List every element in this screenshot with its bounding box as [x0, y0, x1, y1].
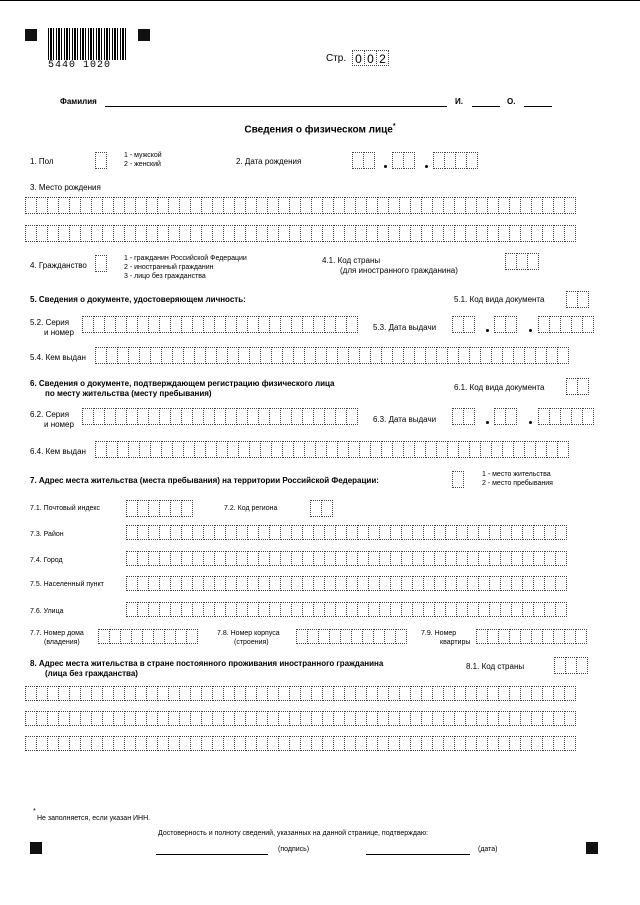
zip-label: 7.1. Почтовый индекс [30, 505, 101, 512]
foreign-address-row-1[interactable] [25, 686, 575, 703]
country-code-label: 4.1. Код страны [322, 256, 381, 265]
region-label: 7.2. Код региона [224, 505, 278, 512]
building-label-2: (строения) [234, 639, 269, 646]
id-series-number-field[interactable] [82, 316, 357, 333]
citizenship-label: 4. Гражданство [30, 261, 87, 270]
id-issue-month-field[interactable] [494, 316, 516, 333]
birth-year-field[interactable] [433, 152, 477, 169]
id-issued-by-label: 5.4. Кем выдан [30, 353, 86, 362]
birth-month-field[interactable] [392, 152, 414, 169]
reg-number-label: и номер [44, 420, 74, 429]
gender-option-male: 1 - мужской [124, 152, 162, 159]
corner-marker-top-left [25, 29, 37, 41]
reg-issue-day-field[interactable] [452, 408, 474, 425]
citizenship-field[interactable] [95, 255, 106, 272]
birth-place-label: 3. Место рождения [30, 183, 101, 192]
barcode [48, 28, 126, 60]
flat-field[interactable] [476, 629, 586, 646]
date-separator [486, 421, 489, 424]
initial-i-field[interactable] [472, 106, 500, 107]
reg-doc-kind-label: 6.1. Код вида документа [454, 383, 545, 392]
citizenship-option-3: 3 - лицо без гражданства [124, 273, 206, 280]
id-issue-day-field[interactable] [452, 316, 474, 333]
flat-label-2: квартиры [440, 639, 471, 646]
corner-marker-bottom-left [30, 842, 42, 854]
foreign-country-code-label: 8.1. Код страны [466, 662, 525, 671]
reg-issued-by-label: 6.4. Кем выдан [30, 447, 86, 456]
zip-field[interactable] [126, 500, 192, 517]
id-issue-date-label: 5.3. Дата выдачи [373, 323, 437, 332]
street-field[interactable] [126, 602, 566, 619]
address-type-option-2: 2 - место пребывания [482, 480, 553, 487]
reg-series-number-field[interactable] [82, 408, 357, 425]
page-number: 0 0 2 [352, 50, 388, 67]
settlement-label: 7.5. Населенный пункт [30, 581, 104, 588]
gender-label: 1. Пол [30, 157, 54, 166]
corner-marker-bottom-right [586, 842, 598, 854]
foreign-address-row-3[interactable] [25, 736, 575, 753]
birth-place-row-1[interactable] [25, 197, 575, 214]
id-issued-by-field[interactable] [95, 347, 568, 364]
citizenship-option-1: 1 - гражданин Российской Федерации [124, 255, 247, 262]
citizenship-option-2: 2 - иностранный гражданин [124, 264, 214, 271]
gender-option-female: 2 - женский [124, 161, 161, 168]
date-separator [529, 421, 532, 424]
street-label: 7.6. Улица [30, 608, 64, 615]
reg-series-label: 6.2. Серия [30, 410, 70, 419]
district-label: 7.3. Район [30, 531, 64, 538]
reg-issued-by-field[interactable] [95, 441, 568, 458]
initial-i-label: И. [455, 97, 463, 106]
foreign-country-code-field[interactable] [554, 657, 587, 674]
initial-o-label: О. [507, 97, 516, 106]
address-type-option-1: 1 - место жительства [482, 471, 551, 478]
gender-field[interactable] [95, 152, 106, 169]
reg-issue-month-field[interactable] [494, 408, 516, 425]
country-code-field[interactable] [505, 253, 538, 270]
city-field[interactable] [126, 551, 566, 568]
confirmation-text: Достоверность и полноту сведений, указанных на данной странице, подтверждаю: [158, 830, 429, 837]
reg-doc-kind-field[interactable] [566, 378, 588, 395]
address-heading: 7. Адрес места жительства (места пребывания) на территории Российской Федерации: [30, 476, 379, 485]
date-separator [384, 165, 387, 168]
date-separator [529, 329, 532, 332]
date-separator [425, 165, 428, 168]
birth-day-field[interactable] [352, 152, 374, 169]
date-separator [486, 329, 489, 332]
corner-marker-top-center [138, 29, 150, 41]
footnote-text: Не заполняется, если указан ИНН. [37, 815, 151, 822]
id-series-label: 5.2. Серия [30, 318, 70, 327]
city-label: 7.4. Город [30, 557, 63, 564]
house-label: 7.7. Номер дома [30, 630, 84, 637]
reg-document-heading-2: по месту жительства (месту пребывания) [45, 389, 212, 398]
district-field[interactable] [126, 525, 566, 542]
building-field[interactable] [296, 629, 406, 646]
surname-field[interactable] [105, 106, 447, 107]
date-field[interactable] [366, 854, 470, 855]
barcode-number: 5440 1020 [48, 60, 112, 71]
address-type-field[interactable] [452, 471, 463, 488]
foreign-address-heading: 8. Адрес места жительства в стране постоянного проживания иностранного гражданина [30, 659, 384, 668]
flat-label: 7.9. Номер [421, 630, 457, 637]
country-code-note: (для иностранного гражданина) [340, 266, 458, 275]
id-issue-year-field[interactable] [538, 316, 593, 333]
page-label: Стр. [326, 53, 347, 64]
birth-place-row-2[interactable] [25, 225, 575, 242]
reg-document-heading: 6. Сведения о документе, подтверждающем регистрацию физического лица [30, 379, 335, 388]
signature-field[interactable] [156, 854, 268, 855]
region-field[interactable] [310, 500, 332, 517]
reg-issue-year-field[interactable] [538, 408, 593, 425]
foreign-address-row-2[interactable] [25, 711, 575, 728]
settlement-field[interactable] [126, 576, 566, 593]
surname-label: Фамилия [60, 97, 97, 106]
id-doc-kind-field[interactable] [566, 291, 588, 308]
foreign-address-heading-2: (лица без гражданства) [45, 669, 138, 678]
reg-issue-date-label: 6.3. Дата выдачи [373, 415, 437, 424]
initial-o-field[interactable] [524, 106, 552, 107]
date-label: (дата) [478, 846, 498, 853]
page-top-border [0, 0, 640, 1]
signature-label: (подпись) [278, 846, 310, 853]
id-document-heading: 5. Сведения о документе, удостоверяющем личность: [30, 295, 246, 304]
id-number-label: и номер [44, 328, 74, 337]
footnote-star: * [33, 808, 36, 815]
building-label: 7.8. Номер корпуса [217, 630, 280, 637]
birth-date-label: 2. Дата рождения [236, 157, 302, 166]
house-field[interactable] [98, 629, 197, 646]
form-title: Сведения о физическом лице* [244, 123, 396, 136]
house-label-2: (владения) [44, 639, 80, 646]
id-doc-kind-label: 5.1. Код вида документа [454, 295, 545, 304]
